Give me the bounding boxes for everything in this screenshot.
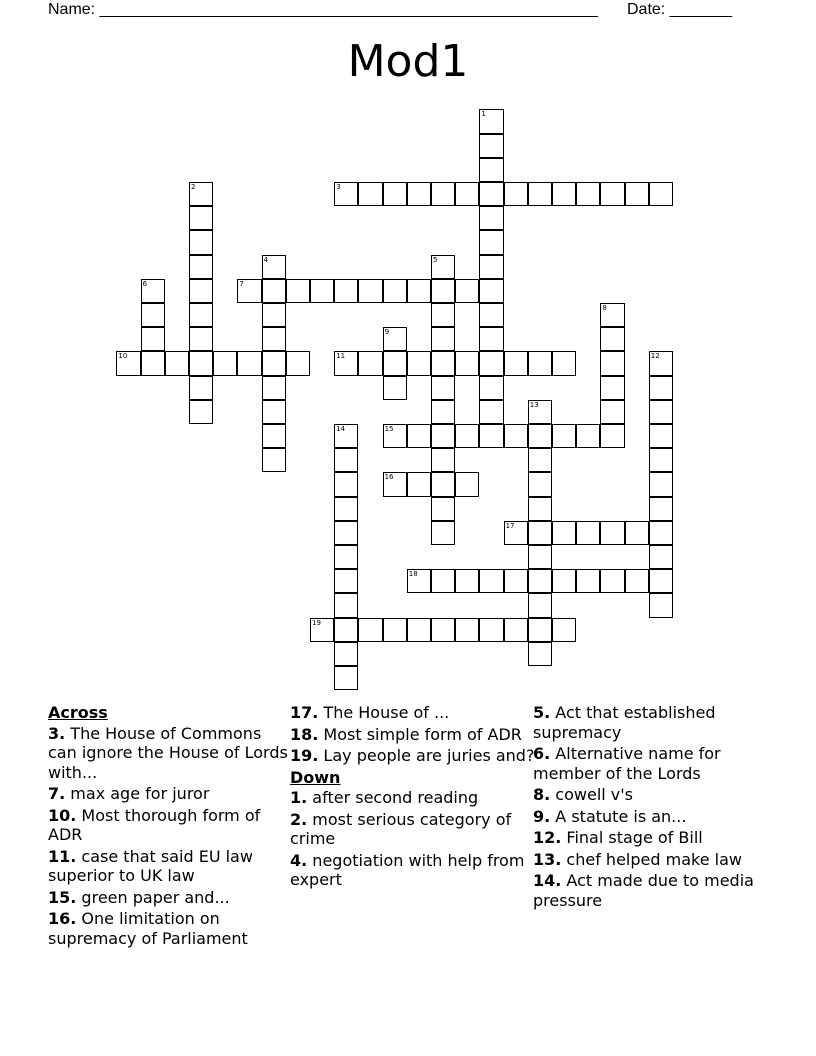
grid-cell[interactable] [504,351,528,375]
grid-cell[interactable] [528,400,552,424]
clue-number-label: 9 [384,328,390,337]
grid-cell[interactable] [189,255,213,279]
clues-column-1 [48,703,293,950]
grid-cell[interactable] [141,327,165,351]
grid-cell[interactable] [479,182,503,206]
grid-cell[interactable] [334,279,358,303]
grid-cell[interactable] [334,448,358,472]
grid-cell[interactable] [479,424,503,448]
clue-number-label: 14 [336,425,346,433]
clues-column-2 [290,703,535,892]
grid-cell[interactable] [407,569,431,593]
grid-cell[interactable] [479,109,503,133]
grid-cell[interactable] [334,666,358,690]
grid-cell[interactable] [649,545,673,569]
grid-cell[interactable] [528,569,552,593]
grid-cell[interactable] [286,351,310,375]
clue-down-4 [290,851,535,890]
grid-cell[interactable] [504,182,528,206]
grid-cell[interactable] [600,327,624,351]
grid-cell[interactable] [262,327,286,351]
clue-number: 6. [533,744,551,763]
grid-cell[interactable] [310,279,334,303]
grid-cell[interactable] [431,351,455,375]
grid-cell[interactable] [334,569,358,593]
grid-cell[interactable] [189,303,213,327]
grid-cell[interactable] [431,521,455,545]
clue-across-3 [48,724,293,783]
grid-cell[interactable] [552,182,576,206]
clue-number: 14. [533,871,562,890]
grid-cell[interactable] [358,351,382,375]
grid-cell[interactable] [649,351,673,375]
grid-cell[interactable] [455,569,479,593]
clue-text: Act made due to media pressure [533,871,754,910]
grid-cell[interactable] [383,472,407,496]
clue-number: 13. [533,849,562,869]
grid-cell[interactable] [649,593,673,617]
grid-cell[interactable] [552,351,576,375]
clue-down-1 [290,788,535,808]
clue-number-label: 7 [239,279,244,288]
grid-cell[interactable] [504,521,528,545]
grid-cell[interactable] [141,303,165,327]
grid-cell[interactable] [383,279,407,303]
grid-cell[interactable] [262,400,286,424]
grid-cell[interactable] [455,351,479,375]
grid-cell[interactable] [334,351,358,375]
grid-cell[interactable] [455,618,479,642]
clue-down-6 [533,744,773,783]
grid-cell[interactable] [189,230,213,254]
grid-cell[interactable] [504,424,528,448]
grid-cell[interactable] [334,545,358,569]
clue-number: 10. [48,805,77,825]
grid-cell[interactable] [383,618,407,642]
grid-cell[interactable] [431,255,455,279]
grid-cell[interactable] [600,303,624,327]
grid-cell[interactable] [262,255,286,279]
clue-down-14 [533,871,773,910]
clue-across-17 [290,703,535,723]
grid-cell[interactable] [358,279,382,303]
grid-cell[interactable] [649,448,673,472]
clue-number: 4. [290,850,308,870]
grid-cell[interactable] [479,618,503,642]
grid-cell[interactable] [334,593,358,617]
clue-number-label: 18 [408,570,418,579]
clue-number-label: 1 [481,110,486,119]
grid-cell[interactable] [334,521,358,545]
clue-number-label: 5 [433,255,438,264]
grid-cell[interactable] [189,351,213,375]
grid-cell[interactable] [407,472,431,496]
grid-cell[interactable] [649,569,673,593]
grid-cell[interactable] [455,182,479,206]
grid-cell[interactable] [189,206,213,230]
clue-across-7 [48,784,293,804]
grid-cell[interactable] [528,545,552,569]
clue-number-label: 3 [336,183,341,191]
grid-cell[interactable] [334,182,358,206]
grid-cell[interactable] [141,351,165,375]
grid-cell[interactable] [504,569,528,593]
grid-cell[interactable] [334,472,358,496]
clue-number-label: 19 [312,618,321,627]
grid-cell[interactable] [528,521,552,545]
grid-cell[interactable] [431,497,455,521]
grid-cell[interactable] [479,206,503,230]
grid-cell[interactable] [600,424,624,448]
clue-number: 7. [48,784,66,803]
clue-down-5 [533,703,773,742]
grid-cell[interactable] [600,351,624,375]
clue-number-label: 16 [384,473,394,482]
clue-text: The House of ... [318,703,450,722]
clue-text: negotiation with help from expert [290,850,525,889]
grid-cell[interactable] [649,521,673,545]
grid-cell[interactable] [600,521,624,545]
grid-cell[interactable] [262,424,286,448]
grid-cell[interactable] [455,472,479,496]
clue-across-15 [48,888,293,908]
clue-number: 3. [48,723,66,743]
grid-cell[interactable] [407,424,431,448]
grid-cell[interactable] [189,182,213,206]
grid-cell[interactable] [334,618,358,642]
clue-across-16 [48,909,293,948]
grid-cell[interactable] [600,569,624,593]
grid-cell[interactable] [431,182,455,206]
grid-cell[interactable] [334,642,358,666]
grid-cell[interactable] [407,279,431,303]
across-heading: Across [48,703,108,722]
grid-cell[interactable] [576,424,600,448]
page-title: Mod1 [347,36,469,87]
grid-cell[interactable] [649,182,673,206]
grid-cell[interactable] [262,303,286,327]
grid-cell[interactable] [358,182,382,206]
grid-cell[interactable] [141,279,165,303]
grid-cell[interactable] [528,642,552,666]
clue-text: chef helped make law [561,849,742,869]
grid-cell[interactable] [528,618,552,642]
grid-cell[interactable] [431,400,455,424]
clue-text: Lay people are juries and? [318,746,535,765]
down-heading: Down [290,767,341,787]
grid-cell[interactable] [528,497,552,521]
grid-cell[interactable] [528,182,552,206]
clue-number-label: 4 [263,255,269,264]
grid-cell[interactable] [189,376,213,400]
grid-cell[interactable] [334,497,358,521]
grid-cell[interactable] [479,303,503,327]
grid-cell[interactable] [262,448,286,472]
clue-number: 18. [290,724,319,744]
grid-cell[interactable] [649,424,673,448]
clue-text: Final stage of Bill [561,828,703,847]
grid-cell[interactable] [189,279,213,303]
grid-cell[interactable] [237,351,261,375]
clue-number-label: 12 [650,352,660,361]
grid-cell[interactable] [552,521,576,545]
grid-cell[interactable] [213,351,237,375]
grid-cell[interactable] [407,351,431,375]
clue-number: 8. [533,785,551,804]
grid-cell[interactable] [237,279,261,303]
grid-cell[interactable] [383,376,407,400]
clue-text: max age for juror [65,784,210,803]
grid-cell[interactable] [649,400,673,424]
grid-cell[interactable] [600,400,624,424]
clue-text: A statute is an... [550,806,687,826]
clue-number: 11. [48,846,77,866]
grid-cell[interactable] [334,424,358,448]
clue-text: most serious category of crime [290,809,512,848]
grid-cell[interactable] [625,569,649,593]
clue-number-label: 6 [142,279,148,288]
clue-number-label: 2 [191,183,196,191]
clue-number: 19. [290,746,319,765]
grid-cell[interactable] [528,424,552,448]
grid-cell[interactable] [431,569,455,593]
clue-across-18 [290,725,535,745]
clue-across-10 [48,806,293,845]
grid-cell[interactable] [383,182,407,206]
grid-cell[interactable] [189,327,213,351]
grid-cell[interactable] [383,424,407,448]
grid-cell[interactable] [479,569,503,593]
grid-cell[interactable] [625,182,649,206]
clue-across-11 [48,847,293,886]
grid-cell[interactable] [455,279,479,303]
clue-down-12 [533,828,773,848]
clue-number-label: 17 [505,521,515,530]
grid-cell[interactable] [649,376,673,400]
grid-cell[interactable] [431,327,455,351]
clue-number-label: 11 [336,352,346,361]
clue-number-label: 10 [118,352,128,361]
grid-cell[interactable] [504,618,528,642]
grid-cell[interactable] [649,472,673,496]
grid-cell[interactable] [383,351,407,375]
clue-number-label: 8 [602,304,607,312]
grid-cell[interactable] [600,376,624,400]
grid-cell[interactable] [479,327,503,351]
clue-text: Most thorough form of ADR [48,805,261,844]
grid-cell[interactable] [455,424,479,448]
grid-cell[interactable] [528,351,552,375]
grid-cell[interactable] [479,376,503,400]
grid-cell[interactable] [358,618,382,642]
grid-cell[interactable] [431,376,455,400]
clue-text: cowell v's [550,785,633,804]
grid-cell[interactable] [576,182,600,206]
grid-cell[interactable] [479,351,503,375]
grid-cell[interactable] [552,569,576,593]
grid-cell[interactable] [625,521,649,545]
grid-cell[interactable] [189,400,213,424]
grid-cell[interactable] [407,182,431,206]
date-field[interactable]: Date: _______ [627,1,732,18]
clue-across-19 [290,746,535,766]
grid-cell[interactable] [576,569,600,593]
grid-cell[interactable] [528,472,552,496]
grid-cell[interactable] [431,279,455,303]
clue-text: case that said EU law superior to UK law [48,846,253,885]
grid-cell[interactable] [431,448,455,472]
grid-cell[interactable] [649,497,673,521]
clues-column-3 [533,703,773,912]
grid-cell[interactable] [479,255,503,279]
grid-cell[interactable] [552,618,576,642]
grid-cell[interactable] [262,376,286,400]
clue-number: 9. [533,806,551,826]
grid-cell[interactable] [165,351,189,375]
grid-cell[interactable] [407,618,431,642]
grid-cell[interactable] [262,279,286,303]
clue-text: Act that established supremacy [533,703,716,742]
grid-cell[interactable] [431,303,455,327]
clue-text: Alternative name for member of the Lords [533,744,721,783]
name-field[interactable]: Name: ________________________________________________________ [48,1,598,18]
clue-number: 15. [48,887,77,907]
grid-cell[interactable] [262,351,286,375]
grid-cell[interactable] [479,158,503,182]
grid-cell[interactable] [431,472,455,496]
clue-text: One limitation on supremacy of Parliament [48,909,248,948]
clue-down-9 [533,807,773,827]
clue-number: 16. [48,909,77,928]
clue-number-label: 13 [529,400,539,409]
grid-cell[interactable] [479,279,503,303]
grid-cell[interactable] [552,424,576,448]
grid-cell[interactable] [528,593,552,617]
clue-number: 5. [533,703,551,722]
grid-cell[interactable] [116,351,140,375]
clue-text: The House of Commons can ignore the House of Lords with... [48,723,288,782]
clue-text: green paper and... [76,887,230,907]
grid-cell[interactable] [479,400,503,424]
grid-cell[interactable] [431,424,455,448]
grid-cell[interactable] [431,618,455,642]
clue-number: 17. [290,703,319,722]
grid-cell[interactable] [528,448,552,472]
clue-down-13 [533,850,773,870]
grid-cell[interactable] [576,521,600,545]
crossword-grid [117,110,717,710]
grid-cell[interactable] [310,618,334,642]
clue-down-2 [290,810,535,849]
clue-text: after second reading [307,788,479,807]
grid-cell[interactable] [600,182,624,206]
grid-cell[interactable] [383,327,407,351]
clue-number-label: 15 [384,425,394,433]
clue-number: 12. [533,828,562,847]
grid-cell[interactable] [479,230,503,254]
clue-text: Most simple form of ADR [318,724,522,744]
clue-number: 2. [290,809,308,829]
grid-cell[interactable] [286,279,310,303]
grid-cell[interactable] [479,134,503,158]
clue-down-8 [533,785,773,805]
clue-number: 1. [290,788,308,807]
